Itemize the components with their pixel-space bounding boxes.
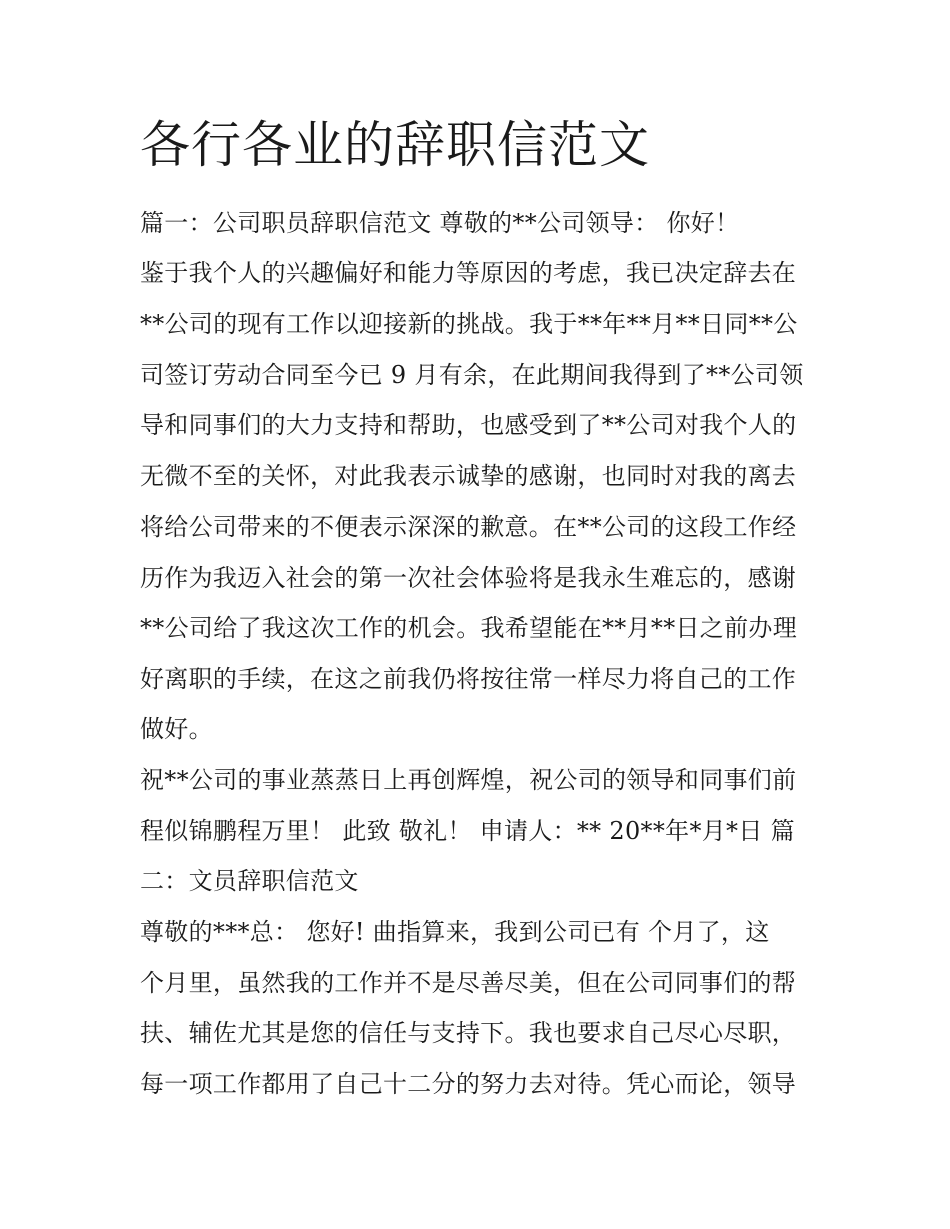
body-line-10: 好离职的手续，在这之前我仍将按往常一样尽力将自己的工作	[140, 665, 797, 693]
body-line-11: 做好。	[140, 715, 213, 743]
body-line-2: 鉴于我个人的兴趣偏好和能力等原因的考虑，我已决定辞去在	[140, 259, 797, 287]
body-line-15: 尊敬的***总： 您好! 曲指算来，我到公司已有 个月了，这	[140, 918, 770, 946]
body-line-18: 每一项工作都用了自己十二分的努力去对待。凭心而论，领导	[140, 1070, 797, 1098]
body-line-8: 历作为我迈入社会的第一次社会体验将是我永生难忘的，感谢	[140, 564, 797, 592]
body-line-16: 个月里，虽然我的工作并不是尽善尽美，但在公司同事们的帮	[140, 969, 797, 997]
body-line-3: **公司的现有工作以迎接新的挑战。我于**年**月**日同**公	[140, 310, 798, 338]
body-line-13: 程似锦鹏程万里！ 此致 敬礼！ 申请人：** 20**年*月*日 篇	[140, 817, 795, 845]
body-line-14: 二：文员辞职信范文	[140, 867, 359, 895]
document-title: 各行各业的辞职信范文	[140, 116, 650, 174]
body-line-6: 无微不至的关怀，对此我表示诚挚的感谢，也同时对我的离去	[140, 462, 797, 490]
body-line-9: **公司给了我这次工作的机会。我希望能在**月**日之前办理	[140, 614, 797, 642]
body-line-17: 扶、辅佐尤其是您的信任与支持下。我也要求自己尽心尽职，	[140, 1019, 797, 1047]
body-line-1: 篇一：公司职员辞职信范文 尊敬的**公司领导： 你好！	[140, 209, 740, 237]
body-line-7: 将给公司带来的不便表示深深的歉意。在**公司的这段工作经	[140, 513, 797, 541]
body-line-5: 导和同事们的大力支持和帮助，也感受到了**公司对我个人的	[140, 411, 797, 439]
body-line-4: 司签订劳动合同至今已 9 月有余，在此期间我得到了**公司领	[140, 361, 804, 389]
body-line-12: 祝**公司的事业蒸蒸日上再创辉煌，祝公司的领导和同事们前	[140, 766, 797, 794]
